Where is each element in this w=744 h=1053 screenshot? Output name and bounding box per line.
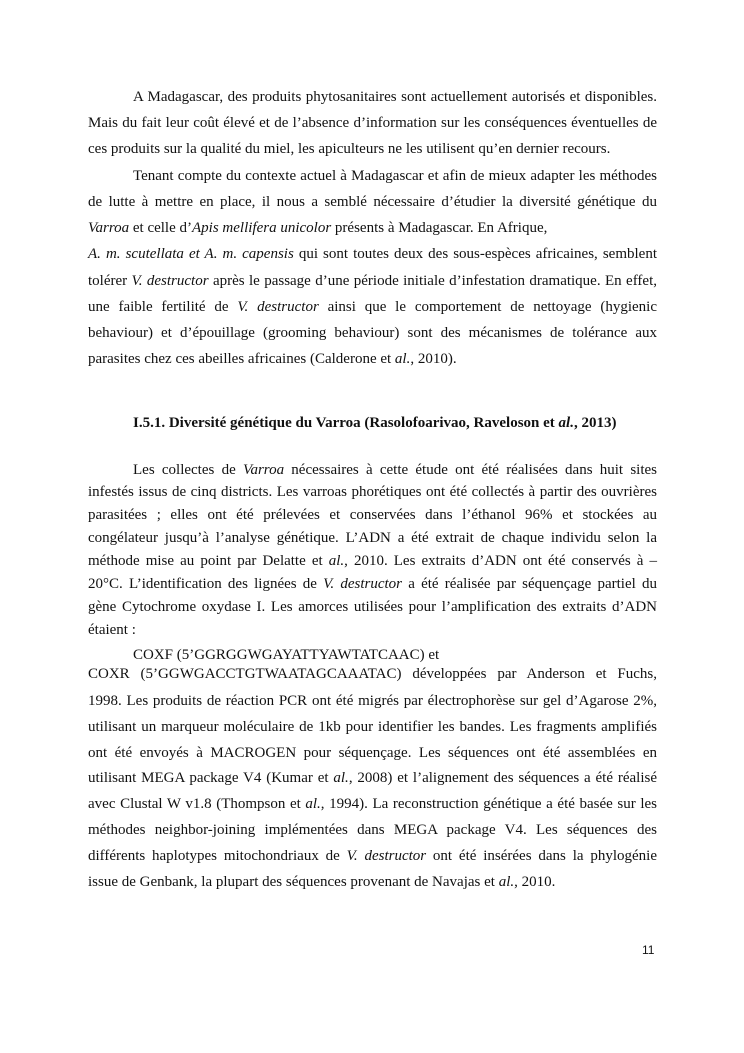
text-segment: a été réalisée par séquençage partiel du (402, 576, 657, 592)
text-segment: , 2010. Les extraits d’ADN ont été conservés à – (344, 553, 657, 569)
text-line (88, 114, 657, 132)
text-segment: parasitées ; elles ont été prélevées et conservées dans l’éthanol 96% et stockées au (88, 507, 657, 523)
text-line (88, 598, 657, 616)
text-line (88, 324, 657, 342)
text-segment: al. (328, 553, 345, 569)
text-line (133, 646, 657, 664)
text-line (88, 219, 657, 237)
text-line (133, 88, 657, 106)
text-segment: et celle d’ (129, 220, 193, 236)
text-segment: , 2010. (514, 874, 556, 890)
text-segment: ont été insérées dans la phylogénie (426, 848, 657, 864)
section-heading (133, 414, 657, 432)
text-segment: al. (558, 415, 574, 431)
text-segment: Les collectes de (133, 462, 243, 478)
text-line (88, 621, 657, 639)
text-line (88, 718, 657, 736)
text-segment: behaviour) et d’épouillage (grooming behaviour) sont des mécanismes de tolérance aux (88, 325, 657, 341)
text-line (88, 575, 657, 593)
text-segment: méthodes neighbor-joining implémentées dans MEGA package V4. Les séquences des (88, 822, 657, 838)
text-line (88, 193, 657, 211)
text-line (88, 821, 657, 839)
text-segment: avec Clustal W v1.8 (Thompson et (88, 796, 306, 812)
text-segment: Mais du fait leur coût élevé et de l’absence d’information sur les conséquences éventuelles de (88, 115, 657, 131)
text-segment: Tenant compte du contexte actuel à Madagascar et afin de mieux adapter les méthodes (133, 168, 657, 184)
text-segment: tolérer (88, 273, 132, 289)
text-segment: une faible fertilité de (88, 299, 238, 315)
text-segment: , 2010). (410, 351, 457, 367)
text-segment: Apis mellifera unicolor (192, 220, 332, 236)
text-segment: COXF (5’GGRGGWGAYATTYAWTATCAAC) et (133, 647, 440, 663)
text-segment: Varroa (242, 462, 285, 478)
text-segment: après le passage d’une période initiale d’infestation dramatique. En effet, (208, 273, 657, 289)
text-segment: COXR (5’GGWGACCTGTWAATAGCAAATAC) développées par Anderson et Fuchs, (88, 666, 657, 682)
text-segment: al. (498, 874, 515, 890)
text-line (133, 167, 657, 185)
text-segment: de lutte à mettre en place, il nous a semblé nécessaire d’étudier la diversité génétique du (88, 194, 657, 210)
text-line (88, 873, 657, 891)
text-segment: présents à Madagascar. En Afrique, (331, 220, 548, 236)
text-line (88, 529, 657, 547)
text-segment: issue de Genbank, la plupart des séquences provenant de Navajas et (88, 874, 499, 890)
text-segment: utilisant MEGA package V4 (Kumar et (88, 770, 334, 786)
text-segment: V. destructor (346, 848, 427, 864)
text-line (88, 350, 657, 368)
text-segment: V. destructor (131, 273, 209, 289)
text-line (88, 140, 657, 158)
text-line (88, 692, 657, 710)
text-segment: , 1994). La reconstruction génétique a été basée sur les (320, 796, 657, 812)
text-line (88, 847, 657, 865)
text-segment: qui sont toutes deux des sous-espèces africaines, semblent (293, 246, 657, 262)
text-segment: congélateur jusqu’à l’analyse génétique. L’ADN a été extrait de chaque individu selon la (88, 530, 657, 546)
text-segment: V. destructor (237, 299, 319, 315)
text-line (88, 552, 657, 570)
text-segment: ont été envoyés à MACROGEN pour séquençage. Les séquences ont été assemblées en (88, 745, 657, 761)
text-segment: étaient : (88, 622, 136, 638)
text-line (88, 298, 657, 316)
text-segment: I.5.1. Diversité génétique du Varroa (Rasolofoarivao, Raveloson et (133, 415, 559, 431)
text-line (88, 744, 657, 762)
text-segment: nécessaires à cette étude ont été réalisées dans huit sites (284, 462, 657, 478)
text-line (88, 245, 657, 263)
text-segment: al. (333, 770, 349, 786)
text-segment: gène Cytochrome oxydase I. Les amorces utilisées pour l’amplification des extraits d’ADN (88, 599, 657, 615)
text-segment: al. (394, 351, 411, 367)
text-line (88, 506, 657, 524)
text-segment: V. destructor (323, 576, 403, 592)
text-segment: , 2013) (573, 415, 617, 431)
page-number: 11 (642, 943, 655, 957)
text-line (88, 795, 657, 813)
text-segment: 20°C. L’identification des lignées de (88, 576, 324, 592)
text-line (88, 483, 657, 501)
text-segment: A. m. scutellata et A. m. capensis (88, 246, 294, 262)
text-segment: A Madagascar, des produits phytosanitaires sont actuellement autorisés et disponibles. (133, 89, 657, 105)
text-segment: Varroa (88, 220, 130, 236)
text-segment: ces produits sur la qualité du miel, les apiculteurs ne les utilisent qu’en dernier recours. (88, 141, 611, 157)
text-segment: parasites chez ces abeilles africaines (Calderone et (88, 351, 395, 367)
text-line (88, 272, 657, 290)
text-segment: 1998. Les produits de réaction PCR ont été migrés par électrophorèse sur gel d’Agarose 2%, (88, 693, 657, 709)
text-line (88, 769, 657, 787)
text-segment: al. (305, 796, 321, 812)
text-segment: utilisant un marqueur moléculaire de 1kb pour identifier les bandes. Les fragments amplifiés (88, 719, 657, 735)
text-segment: méthode mise au point par Delatte et (88, 553, 329, 569)
text-segment: infestés issus de cinq districts. Les varroas phorétiques ont été collectés à partir des ouvrières (88, 484, 657, 500)
text-segment: différents haplotypes mitochondriaux de (88, 848, 347, 864)
text-segment: , 2008) et l’alignement des séquences a été réalisé (348, 770, 657, 786)
text-line (133, 461, 657, 479)
text-segment: ainsi que le comportement de nettoyage (hygienic (318, 299, 657, 315)
text-line (88, 665, 657, 683)
